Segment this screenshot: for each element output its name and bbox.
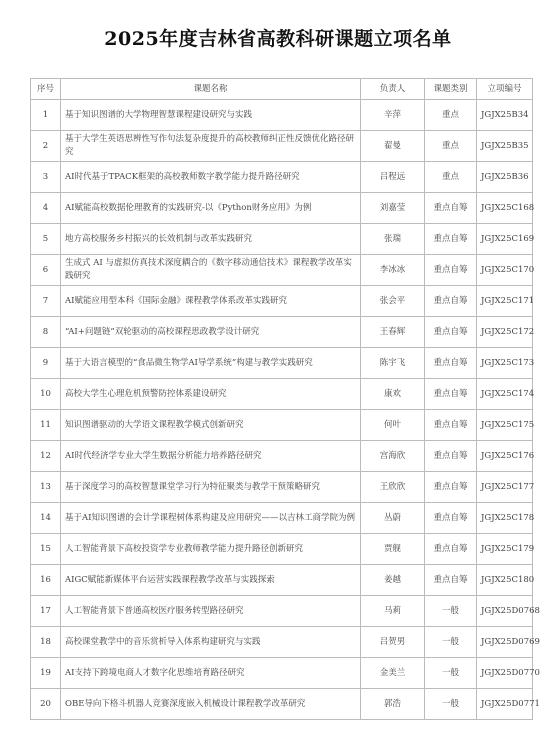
table-row	[31, 658, 533, 689]
cell-type: 一般	[425, 627, 477, 658]
cell-type: 一般	[425, 658, 477, 689]
cell-no: 8	[31, 317, 61, 348]
cell-owner: 张瑞	[361, 224, 425, 255]
cell-code: JGJX25D0771	[477, 689, 533, 720]
cell-name: AI赋能高校数据伦理教育的实践研究-以《Python财务应用》为例	[61, 193, 361, 224]
cell-owner: 贾舰	[361, 534, 425, 565]
cell-owner: 王欣欣	[361, 472, 425, 503]
cell-name: AI时代基于TPACK框架的高校教师数字教学能力提升路径研究	[61, 162, 361, 193]
cell-owner: 何叶	[361, 410, 425, 441]
table-row	[31, 224, 533, 255]
cell-name: 高校课堂教学中的音乐赏析导入体系构建研究与实践	[61, 627, 361, 658]
cell-code: JGJX25C178	[477, 503, 533, 534]
cell-type: 重点自筹	[425, 379, 477, 410]
cell-type: 重点自筹	[425, 317, 477, 348]
cell-type: 重点自筹	[425, 503, 477, 534]
cell-type: 重点自筹	[425, 441, 477, 472]
header-type: 课题类别	[425, 79, 477, 100]
cell-owner: 刘嘉莹	[361, 193, 425, 224]
cell-no: 19	[31, 658, 61, 689]
cell-code: JGJX25C180	[477, 565, 533, 596]
cell-no: 2	[31, 131, 61, 162]
cell-owner: 吕程远	[361, 162, 425, 193]
cell-owner: 李冰冰	[361, 255, 425, 286]
cell-no: 3	[31, 162, 61, 193]
cell-owner: 郭浩	[361, 689, 425, 720]
cell-type: 一般	[425, 596, 477, 627]
table-row	[31, 596, 533, 627]
cell-no: 9	[31, 348, 61, 379]
table-row	[31, 534, 533, 565]
table-row	[31, 379, 533, 410]
table-row	[31, 255, 533, 286]
cell-code: JGJX25C177	[477, 472, 533, 503]
cell-owner: 辛萍	[361, 100, 425, 131]
cell-type: 重点自筹	[425, 224, 477, 255]
cell-no: 6	[31, 255, 61, 286]
cell-no: 10	[31, 379, 61, 410]
cell-name: AI支持下跨境电商人才数字化思维培育路径研究	[61, 658, 361, 689]
cell-type: 重点自筹	[425, 565, 477, 596]
cell-type: 重点自筹	[425, 193, 477, 224]
cell-code: JGJX25C171	[477, 286, 533, 317]
table-header-row	[31, 79, 533, 100]
cell-name: 基于深度学习的高校智慧课堂学习行为特征聚类与教学干预策略研究	[61, 472, 361, 503]
cell-no: 7	[31, 286, 61, 317]
cell-name: 基于大学生英语思辨性写作句法复杂度提升的高校教师纠正性反馈优化路径研究	[61, 131, 361, 162]
cell-code: JGJX25C176	[477, 441, 533, 472]
cell-type: 重点自筹	[425, 255, 477, 286]
cell-name: “AI+问题链”双轮驱动的高校课程思政教学设计研究	[61, 317, 361, 348]
cell-name: 生成式 AI 与虚拟仿真技术深度耦合的《数字移动通信技术》课程教学改革实践研究	[61, 255, 361, 286]
cell-no: 18	[31, 627, 61, 658]
cell-code: JGJX25C174	[477, 379, 533, 410]
table-body	[31, 100, 540, 720]
cell-code: JGJX25D0770	[477, 658, 533, 689]
cell-name: 知识图谱驱动的大学语文课程教学模式创新研究	[61, 410, 361, 441]
cell-no: 13	[31, 472, 61, 503]
cell-no: 17	[31, 596, 61, 627]
cell-code: JGJX25C175	[477, 410, 533, 441]
cell-owner: 金美兰	[361, 658, 425, 689]
cell-no: 16	[31, 565, 61, 596]
table-row	[31, 317, 533, 348]
table-row	[31, 689, 533, 720]
cell-owner: 宫海欣	[361, 441, 425, 472]
cell-owner: 马莉	[361, 596, 425, 627]
cell-owner: 丛蔚	[361, 503, 425, 534]
table-row	[31, 627, 533, 658]
table-row	[31, 410, 533, 441]
cell-type: 重点自筹	[425, 410, 477, 441]
cell-no: 20	[31, 689, 61, 720]
table-row	[31, 286, 533, 317]
cell-type: 重点	[425, 131, 477, 162]
cell-name: 高校大学生心理危机预警防控体系建设研究	[61, 379, 361, 410]
cell-owner: 康欢	[361, 379, 425, 410]
cell-code: JGJX25C173	[477, 348, 533, 379]
cell-no: 14	[31, 503, 61, 534]
cell-owner: 姜越	[361, 565, 425, 596]
cell-name: 基于AI知识图谱的会计学课程树体系构建及应用研究——以吉林工商学院为例	[61, 503, 361, 534]
header-no: 序号	[31, 79, 61, 100]
table-row	[31, 131, 533, 162]
cell-no: 1	[31, 100, 61, 131]
cell-no: 15	[31, 534, 61, 565]
cell-name: AI赋能应用型本科《国际金融》课程教学体系改革实践研究	[61, 286, 361, 317]
cell-code: JGJX25C172	[477, 317, 533, 348]
cell-name: AIGC赋能新媒体平台运营实践课程教学改革与实践探索	[61, 565, 361, 596]
cell-name: 地方高校服务乡村振兴的长效机制与改革实践研究	[61, 224, 361, 255]
header-name: 课题名称	[61, 79, 361, 100]
cell-no: 11	[31, 410, 61, 441]
cell-type: 重点	[425, 100, 477, 131]
cell-code: JGJX25C170	[477, 255, 533, 286]
cell-name: OBE导向下格斗机器人竞赛深度嵌入机械设计课程教学改革研究	[61, 689, 361, 720]
cell-owner: 翟曼	[361, 131, 425, 162]
cell-owner: 王春辉	[361, 317, 425, 348]
cell-name: 基于大语言模型的“食品微生物学AI导学系统”构建与教学实践研究	[61, 348, 361, 379]
project-table	[30, 78, 540, 720]
cell-name: 人工智能背景下普通高校医疗服务转型路径研究	[61, 596, 361, 627]
cell-type: 重点自筹	[425, 534, 477, 565]
table-row	[31, 441, 533, 472]
cell-name: 人工智能背景下高校投资学专业教师教学能力提升路径创新研究	[61, 534, 361, 565]
cell-name: AI时代经济学专业大学生数据分析能力培养路径研究	[61, 441, 361, 472]
cell-code: JGJX25B36	[477, 162, 533, 193]
cell-code: JGJX25B34	[477, 100, 533, 131]
cell-code: JGJX25C168	[477, 193, 533, 224]
page-title: 2025年度吉林省高教科研课题立项名单	[104, 28, 452, 50]
cell-owner: 吕贺男	[361, 627, 425, 658]
cell-type: 重点自筹	[425, 286, 477, 317]
cell-type: 重点自筹	[425, 348, 477, 379]
cell-code: JGJX25D0768	[477, 596, 533, 627]
cell-no: 4	[31, 193, 61, 224]
table-row	[31, 193, 533, 224]
cell-name: 基于知识图谱的大学物理智慧课程建设研究与实践	[61, 100, 361, 131]
table-row	[31, 162, 533, 193]
cell-type: 重点自筹	[425, 472, 477, 503]
cell-code: JGJX25B35	[477, 131, 533, 162]
cell-no: 5	[31, 224, 61, 255]
cell-code: JGJX25D0769	[477, 627, 533, 658]
cell-type: 一般	[425, 689, 477, 720]
cell-code: JGJX25C179	[477, 534, 533, 565]
table-row	[31, 503, 533, 534]
table-row	[31, 565, 533, 596]
table-row	[31, 100, 533, 131]
header-code: 立项编号	[477, 79, 533, 100]
cell-owner: 张会平	[361, 286, 425, 317]
table-row	[31, 472, 533, 503]
cell-no: 12	[31, 441, 61, 472]
header-owner: 负责人	[361, 79, 425, 100]
cell-code: JGJX25C169	[477, 224, 533, 255]
cell-type: 重点	[425, 162, 477, 193]
cell-owner: 陈宇飞	[361, 348, 425, 379]
table-row	[31, 348, 533, 379]
